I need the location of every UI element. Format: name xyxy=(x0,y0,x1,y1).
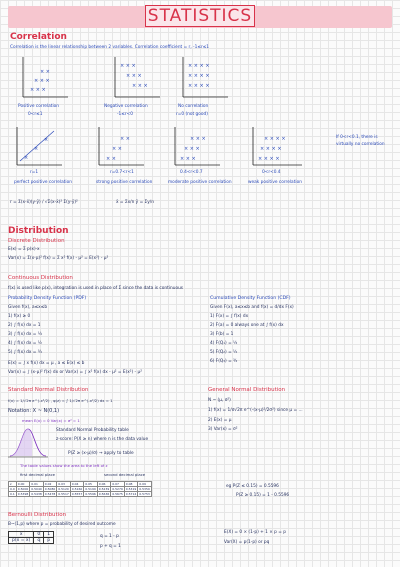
plot-label-moderate: moderate positive correlation xyxy=(168,180,232,185)
table-cell: 0.0 xyxy=(10,487,15,491)
example-2: P(Z ≥ 0.15) = 1 - 0.5596 xyxy=(236,493,290,498)
pdf-item: 1) f(x) ≥ 0 xyxy=(8,314,31,319)
strong-correlation-plot xyxy=(96,125,146,167)
plot-label-positive: Positive correlation xyxy=(18,104,59,109)
standardise-note: P(Z ≥ (x-μ)/σ) → apply to table xyxy=(68,451,134,456)
table-header: 0.01 xyxy=(30,482,44,487)
table-cell: q xyxy=(34,538,44,544)
pdf-given: Given f(x), a≤x≤b xyxy=(8,305,48,310)
plot-sub-perfect: r=1 xyxy=(30,170,39,175)
std-normal-formula: f(x) = 1/√2π e^(-x²/2) , φ(z) = ∫ 1/√2π e^(-x²/2) dx = 1 xyxy=(8,398,113,403)
table-cell: 0.5675 xyxy=(112,492,123,496)
svg-text:×: × xyxy=(34,146,39,152)
gen-item: 2) E(x) = μ xyxy=(208,418,232,423)
bernoulli-sum: p + q = 1 xyxy=(100,544,121,549)
svg-text:× ×: × × xyxy=(112,146,122,152)
cdf-item: 5) F(Q₂) = ½ xyxy=(210,350,238,355)
svg-text:× ×: × × xyxy=(40,69,50,75)
cdf-title: Cumulative Density Function (CDF) xyxy=(210,296,291,301)
mean-note: mean E(x) = 0 Var(x) = σ² = 1 xyxy=(22,418,80,423)
formula-r: r = Σ(x-x̄)(y-ȳ) / √Σ(x-x̄)² Σ(y-ȳ)² xyxy=(10,200,78,205)
pdf-title: Probability Density Function (PDF) xyxy=(8,296,87,301)
table-cell: 0.5714 xyxy=(125,492,137,496)
table-header: 0.07 xyxy=(111,482,125,487)
table-cell: 0.5478 xyxy=(44,492,56,496)
table-cell: p(x = x) xyxy=(9,538,34,544)
svg-text:× × × ×: × × × × xyxy=(188,73,210,79)
cdf-item: 6) F(Q₃) = ¾ xyxy=(210,359,238,364)
table-cell: 0.5319 xyxy=(125,487,137,491)
svg-text:×: × xyxy=(24,155,29,161)
zscore-note: z-score: P(X ≥ n) where n is the data value xyxy=(56,437,149,442)
table-caption: The table values show the area to the left of z xyxy=(20,463,108,468)
positive-correlation-plot xyxy=(20,55,70,100)
svg-text:× × × ×: × × × × xyxy=(258,156,280,162)
plot-sub-moderate: 0.4<r<0.7 xyxy=(180,170,203,175)
table-cell: 0.5636 xyxy=(98,492,110,496)
plot-sub-negative: -1≤r<0 xyxy=(117,112,133,117)
first-dp-label: first decimal place xyxy=(20,472,56,477)
discrete-var: Var(x) = Σ(x-μ)² f(x) = Σ x² f(x) - μ² = E(x²) - μ² xyxy=(8,256,109,261)
pdf-item: 2) ∫ f(x) dx = 1 xyxy=(8,323,41,328)
table-cell: 0.1 xyxy=(10,492,15,496)
bell-curve-graph xyxy=(8,425,48,459)
table-cell: 1 xyxy=(44,532,54,538)
svg-text:× × ×: × × × xyxy=(126,73,142,79)
plot-sub-positive: 0<r≤1 xyxy=(28,112,43,117)
discrete-heading: Discrete Distribution xyxy=(8,238,65,244)
table-header: 0.06 xyxy=(97,482,111,487)
table-cell: 0.5753 xyxy=(139,492,150,496)
table-cell: 0.5517 xyxy=(58,492,69,496)
plot-label-strong: strong positive correlation xyxy=(96,180,153,185)
svg-text:× × × ×: × × × × xyxy=(188,63,210,69)
discrete-ex: E(x) = Σ p(x)·x xyxy=(8,247,40,252)
table-row xyxy=(9,492,152,497)
gen-normal-heading: General Normal Distribution xyxy=(208,387,286,393)
correlation-intro: Correlation is the linear relationship between 2 variables. Correlation coefficient = r, -1≤r≤1 xyxy=(10,45,210,50)
second-dp-label: second decimal place xyxy=(104,472,146,477)
table-cell: 0.5557 xyxy=(71,492,83,496)
bernoulli-heading: Bernoulli Distribution xyxy=(8,512,67,518)
gen-notation: N ~ (μ, σ²) xyxy=(208,398,231,403)
table-cell: x xyxy=(9,532,34,538)
table-cell: 0.5398 xyxy=(17,492,29,496)
cdf-item: 3) F(b) = 1 xyxy=(210,332,234,337)
std-normal-heading: Standard Normal Distribution xyxy=(8,387,89,393)
svg-text:× × × ×: × × × × xyxy=(264,136,286,142)
plot-sub-weak: 0<r<0.4 xyxy=(262,170,281,175)
svg-text:× × ×: × × × xyxy=(132,83,148,89)
correlation-heading: Correlation xyxy=(10,32,67,42)
cdf-item: 1) F(x) = ∫ f(x) dx xyxy=(210,314,249,319)
table-cell: 0.5279 xyxy=(112,487,123,491)
page-title: STATISTICS xyxy=(0,6,400,26)
moderate-correlation-plot xyxy=(172,125,222,167)
table-header: z xyxy=(9,482,17,487)
svg-text:× × ×: × × × xyxy=(120,63,136,69)
bernoulli-table xyxy=(8,531,54,544)
continuous-intro: f(x) is used like p(x), integration is used in place of Σ since the data is continuous xyxy=(8,286,184,291)
svg-text:× × ×: × × × xyxy=(180,156,196,162)
table-header: 0.04 xyxy=(70,482,84,487)
example-1: eg P(Z ≤ 0.15) = 0.5596 xyxy=(226,484,279,489)
svg-text:× × ×: × × × xyxy=(184,146,200,152)
svg-text:× ×: × × xyxy=(106,156,116,162)
bernoulli-var: Var(X) = p(1-p) or pq xyxy=(224,540,270,545)
svg-text:×: × xyxy=(44,137,49,143)
table-cell: 0.5359 xyxy=(139,487,150,491)
formula-means: x̄ = Σx/n ȳ = Σy/n xyxy=(116,200,154,205)
z-table xyxy=(8,481,152,497)
continuous-heading: Continuous Distribution xyxy=(8,275,73,281)
plot-label-negative: Negative correlation xyxy=(104,104,148,109)
table-cell: 0.5239 xyxy=(98,487,110,491)
distribution-heading: Distribution xyxy=(8,226,69,236)
table-cell: 0.5160 xyxy=(71,487,83,491)
table-note: Standard Normal Probability table xyxy=(56,428,129,433)
pdf-item: 3) ∫ f(x) dx = ¼ xyxy=(8,332,42,337)
gen-item: 3) Var(x) = σ² xyxy=(208,427,238,432)
svg-text:× × ×: × × × xyxy=(30,87,46,93)
table-cell: 0.5080 xyxy=(44,487,56,491)
bernoulli-def: B~(1,p) where p = probability of desired outcome xyxy=(8,522,116,527)
table-header: 0.00 xyxy=(16,482,30,487)
table-cell: 0.5596 xyxy=(85,492,96,496)
svg-text:× × × ×: × × × × xyxy=(188,83,210,89)
svg-text:× ×: × × xyxy=(120,136,130,142)
pdf-ex: E(x) = ∫ x f(x) dx = μ , a ≤ E(x) ≤ b xyxy=(8,361,85,366)
bernoulli-ex: E(X) = 0 × (1-p) + 1 × p = p xyxy=(224,530,286,535)
no-correlation-plot xyxy=(180,55,230,100)
table-cell: 0.5120 xyxy=(58,487,69,491)
no-correlation-note: If 0<r<0.1, there is virtually no correlation xyxy=(336,135,385,147)
svg-text:× × ×: × × × xyxy=(34,78,50,84)
std-notation: Notation: X ~ N(0,1) xyxy=(8,408,60,414)
negative-correlation-plot xyxy=(112,55,162,100)
plot-label-perfect: perfect positive correlation xyxy=(14,180,72,185)
table-cell: 0.5199 xyxy=(85,487,96,491)
gen-item: 1) f(x) = 1/σ√2π e^(-(x-μ)²/2σ²) since μ = ... xyxy=(208,408,303,413)
plot-label-weak: weak positive correlation xyxy=(248,180,302,185)
perfect-correlation-plot xyxy=(14,125,64,167)
pdf-item: 4) ∫ f(x) dx = ½ xyxy=(8,341,42,346)
table-cell: p xyxy=(44,538,54,544)
table-row xyxy=(9,538,54,544)
cdf-given: Given F(x), a≤x≤b and f(x) = d/dx F(x) xyxy=(210,305,294,310)
pdf-var: Var(x) = ∫ (x-μ)² f(x) dx or Var(x) = ∫ x² f(x) dx - μ² = E(x²) - μ² xyxy=(8,370,142,375)
table-cell: 0.5040 xyxy=(31,487,42,491)
table-header: 0.08 xyxy=(124,482,138,487)
table-cell: 0.5438 xyxy=(31,492,42,496)
svg-text:× × ×: × × × xyxy=(190,136,206,142)
table-header: 0.02 xyxy=(43,482,57,487)
svg-text:× × × ×: × × × × xyxy=(260,146,282,152)
plot-sub-strong: r=0.7<r<1 xyxy=(110,170,134,175)
bernoulli-q: q = 1 - p xyxy=(100,534,119,539)
weak-correlation-plot xyxy=(250,125,305,167)
cdf-item: 2) F(a) = 0 always one at ∫ f(x) dx xyxy=(210,323,284,328)
table-header: 0.03 xyxy=(57,482,71,487)
table-cell: 0.5000 xyxy=(17,487,29,491)
plot-label-none: No correlation xyxy=(178,104,209,109)
cdf-item: 4) F(Q₁) = ¼ xyxy=(210,341,238,346)
table-cell: 0 xyxy=(34,532,44,538)
pdf-item: 5) ∫ f(x) dx = ¾ xyxy=(8,350,42,355)
table-header: 0.05 xyxy=(84,482,98,487)
plot-sub-none: r=0 (not good) xyxy=(176,112,208,117)
table-header: 0.09 xyxy=(138,482,152,487)
